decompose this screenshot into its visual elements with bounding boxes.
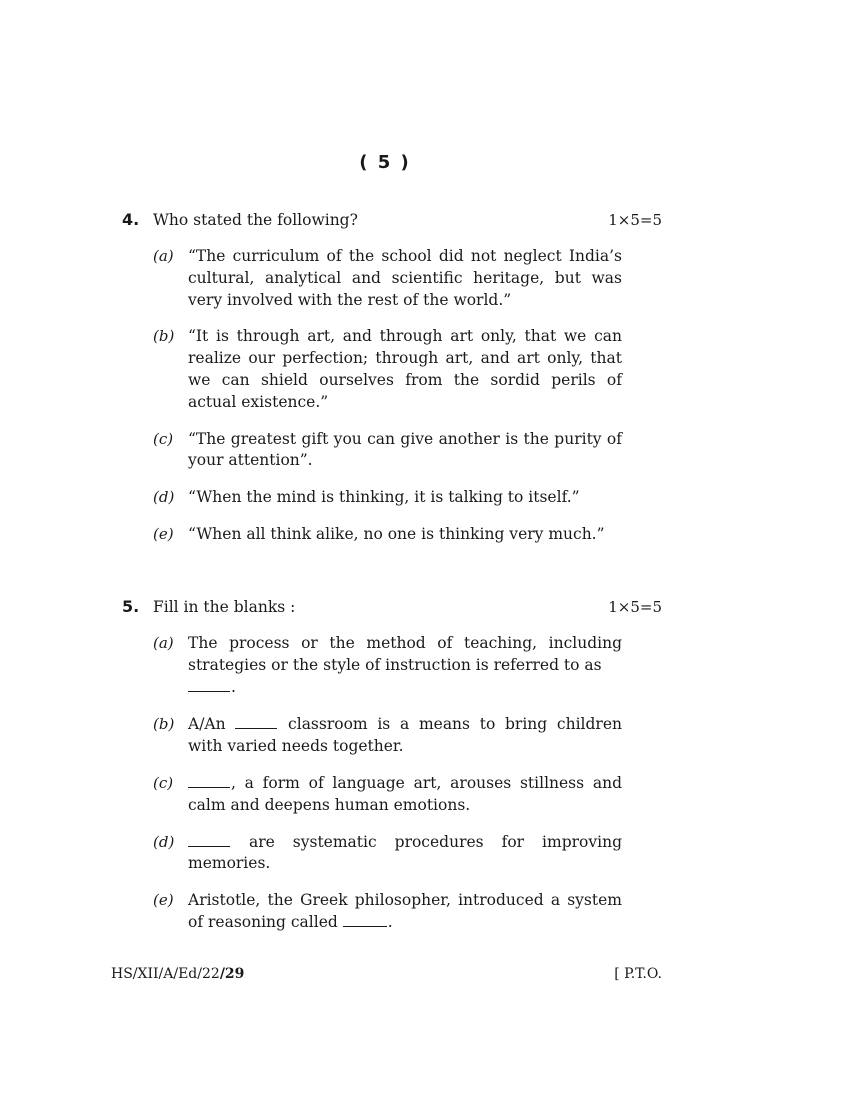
item-label: (c) <box>153 773 174 792</box>
paper-code-number: /29 <box>219 966 245 982</box>
item-label: (c) <box>153 429 174 448</box>
question-number: 4. <box>122 210 140 229</box>
text-after-blank: . <box>231 677 236 696</box>
list-item <box>153 890 622 934</box>
list-item <box>153 429 622 473</box>
list-item <box>153 246 622 311</box>
list-item <box>153 487 622 509</box>
question-items <box>122 246 662 546</box>
item-label: (a) <box>153 634 174 652</box>
text-after-blank: . <box>387 912 393 931</box>
page-number: ( 5 ) <box>359 152 411 173</box>
list-item <box>153 773 622 817</box>
text-before-blank: The process or the method of teaching, including strategies or the style of instruction is referred to as <box>188 634 622 674</box>
text-after-blank: are systematic procedures for improving memories. <box>188 832 622 873</box>
item-label: (b) <box>153 327 175 346</box>
list-item <box>153 714 622 758</box>
item-text <box>188 832 622 876</box>
page-footer <box>111 966 662 982</box>
question-text: Who stated the following? <box>153 211 358 229</box>
item-label: (e) <box>153 524 174 543</box>
list-item <box>153 326 622 413</box>
item-label: (b) <box>153 715 175 734</box>
question-number: 5. <box>122 597 140 616</box>
text-before-blank: A/An <box>188 715 236 734</box>
item-text: “The greatest gift you can give another is the purity of your attention”. <box>188 429 622 470</box>
item-label: (e) <box>153 891 174 910</box>
item-text: “When all think alike, no one is thinking very much.” <box>188 524 605 543</box>
pto-label: [ P.T.O. <box>614 966 662 982</box>
item-text <box>188 890 622 934</box>
question-marks: 1×5=5 <box>608 211 662 229</box>
question-4 <box>122 210 662 561</box>
question-items <box>122 633 662 934</box>
answer-blank <box>188 845 230 847</box>
item-text: “It is through art, and through art only, that we can realize our perfection; through art, and art only, that we can shield ourselves from the sordid perils of actual existence.” <box>188 327 622 411</box>
item-label: (a) <box>153 247 174 265</box>
paper-code <box>111 966 244 982</box>
item-text: “The curriculum of the school did not neglect India’s cultural, analytical and scientific heritage, but was very involved with the rest of the world.” <box>188 247 622 309</box>
answer-blank <box>188 690 230 692</box>
item-text: “When the mind is thinking, it is talking to itself.” <box>188 488 580 507</box>
list-item <box>153 633 622 698</box>
text-before-blank: Aristotle, the Greek philosopher, introduced a system of reasoning called <box>188 891 622 931</box>
list-item <box>153 524 622 546</box>
item-text <box>188 633 622 698</box>
text-after-blank: , a form of language art, arouses stillness and calm and deepens human emotions. <box>188 773 622 814</box>
paper-code-main: HS/XII/A/Ed/22 <box>111 966 220 982</box>
question-marks: 1×5=5 <box>608 598 662 616</box>
question-text: Fill in the blanks : <box>153 598 296 616</box>
question-5 <box>122 597 662 949</box>
item-label: (d) <box>153 832 175 851</box>
answer-blank <box>343 925 387 927</box>
item-text <box>188 773 622 817</box>
text-after-blank: classroom is a means to bring children with varied needs together. <box>188 715 622 756</box>
item-text <box>188 714 622 758</box>
answer-blank <box>235 727 277 729</box>
answer-blank <box>188 786 230 788</box>
question-header <box>122 210 662 234</box>
item-label: (d) <box>153 488 175 507</box>
list-item <box>153 832 622 876</box>
question-header <box>122 597 662 621</box>
